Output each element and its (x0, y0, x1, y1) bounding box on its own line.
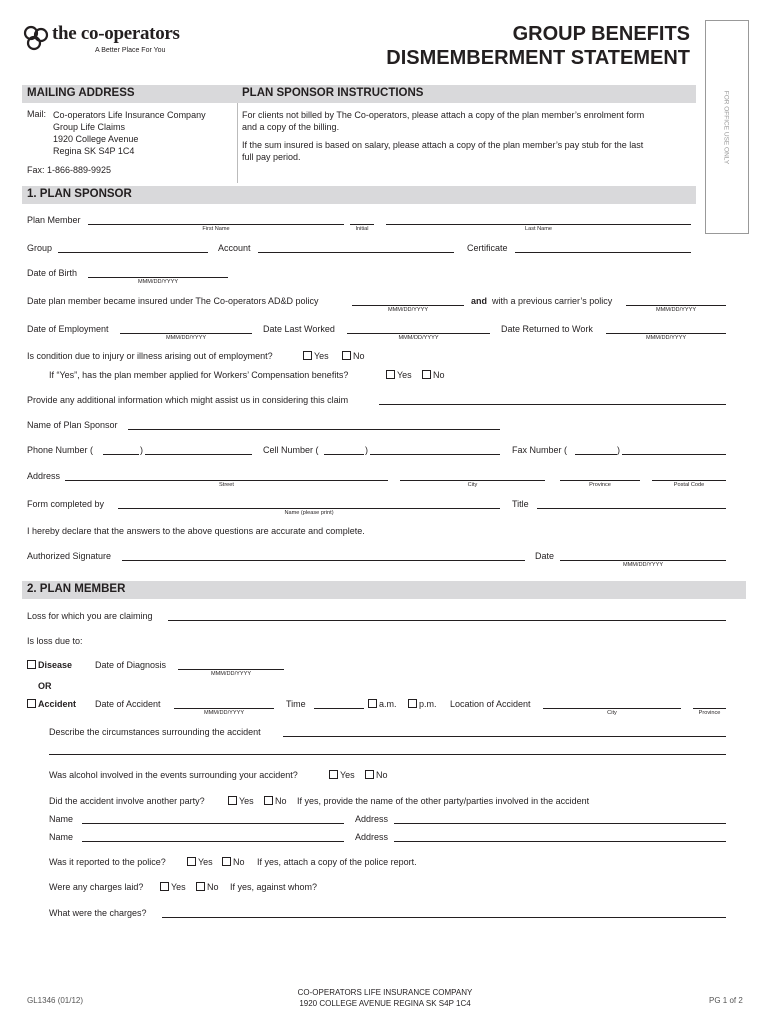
first-name-caption: First Name (202, 226, 230, 232)
footer-company (235, 987, 535, 1009)
postal-field[interactable] (652, 470, 726, 481)
police-no-option[interactable] (222, 857, 245, 867)
charges-no-option[interactable] (196, 882, 219, 892)
signature-label: Authorized Signature (27, 551, 112, 561)
party1-address-label: Address (355, 814, 389, 824)
describe-field-1[interactable] (283, 726, 726, 737)
page-number: PG 1 of 2 (709, 996, 743, 1005)
option-label: No (233, 857, 245, 867)
diagnosis-label: Date of Diagnosis (95, 660, 167, 670)
describe-field-2[interactable] (49, 744, 726, 755)
location-province-caption: Province (698, 710, 721, 716)
option-label: p.m. (419, 699, 437, 709)
time-field[interactable] (314, 698, 364, 709)
option-label: No (275, 796, 287, 806)
alcohol-yes-option[interactable] (329, 770, 355, 780)
option-label: No (353, 351, 365, 361)
location-city-field[interactable] (543, 698, 681, 709)
mailing-line: 1920 College Avenue (53, 134, 139, 144)
checkbox-icon[interactable] (187, 857, 196, 866)
disease-option[interactable] (27, 660, 72, 670)
police-question: Was it reported to the police? (49, 857, 166, 867)
certificate-field[interactable] (515, 242, 691, 253)
checkbox-icon[interactable] (408, 699, 417, 708)
mailing-divider (237, 103, 238, 183)
mailing-line: Group Life Claims (53, 122, 126, 132)
wcb-no-option[interactable] (422, 370, 445, 380)
diagnosis-caption: MMM/DD/YYYY (210, 671, 252, 677)
loss-field[interactable] (168, 610, 726, 621)
fax-number-field[interactable] (622, 444, 726, 455)
fax-close: ) (617, 445, 620, 455)
time-label: Time (286, 699, 306, 709)
phone-number-field[interactable] (145, 444, 252, 455)
checkbox-icon[interactable] (329, 770, 338, 779)
instr-p1-l2: and a copy of the billing. (242, 122, 340, 132)
form-title (386, 22, 690, 70)
alcohol-no-option[interactable] (365, 770, 388, 780)
option-label: Yes (239, 796, 254, 806)
checkbox-icon[interactable] (303, 351, 312, 360)
checkbox-icon[interactable] (196, 882, 205, 891)
option-label: Yes (171, 882, 186, 892)
wcb-question: If “Yes”, has the plan member applied for Workers’ Compensation benefits? (49, 370, 349, 380)
prev-carrier-caption: MMM/DD/YYYY (655, 307, 697, 313)
party1-name-label: Name (49, 814, 74, 824)
title-label: Title (512, 499, 529, 509)
section-2-heading: 2. PLAN MEMBER (27, 583, 126, 595)
fax-area-field[interactable] (575, 444, 617, 455)
party2-address-field[interactable] (394, 831, 726, 842)
option-label: No (433, 370, 445, 380)
checkbox-icon[interactable] (342, 351, 351, 360)
fax-label: Fax Number ( (512, 445, 568, 455)
mail-label: Mail: (27, 109, 47, 119)
initial-caption: Initial (355, 226, 369, 232)
party1-name-field[interactable] (82, 813, 344, 824)
street-caption: Street (219, 482, 234, 488)
and-label: and (471, 296, 488, 306)
checkbox-icon[interactable] (264, 796, 273, 805)
loss-label: Loss for which you are claiming (27, 611, 153, 621)
certificate-label: Certificate (467, 243, 508, 253)
date-accident-field[interactable] (174, 698, 274, 709)
province-field[interactable] (560, 470, 640, 481)
option-label: Yes (397, 370, 412, 380)
mailing-line: Regina SK S4P 1C4 (53, 146, 135, 156)
dob-label: Date of Birth (27, 268, 78, 278)
phone-label: Phone Number ( (27, 445, 94, 455)
option-label: No (376, 770, 388, 780)
plan-member-label: Plan Member (27, 215, 81, 225)
address-label: Address (27, 471, 61, 481)
pm-option[interactable] (408, 699, 437, 709)
signature-field[interactable] (122, 550, 525, 561)
initial-field[interactable] (350, 214, 374, 225)
section-2-bar (22, 581, 746, 599)
returned-label: Date Returned to Work (501, 324, 593, 334)
dob-field[interactable] (88, 267, 228, 278)
insured-date-field[interactable] (352, 295, 464, 306)
title-field[interactable] (537, 498, 726, 509)
cell-area-field[interactable] (324, 444, 364, 455)
option-label: No (207, 882, 219, 892)
instructions-text (242, 109, 644, 163)
checkbox-icon[interactable] (27, 699, 36, 708)
injury-question: Is condition due to injury or illness arising out of employment? (27, 351, 273, 361)
checkbox-icon[interactable] (422, 370, 431, 379)
party1-address-field[interactable] (394, 813, 726, 824)
another-yes-option[interactable] (228, 796, 254, 806)
first-name-field[interactable] (88, 214, 344, 225)
option-label: Yes (198, 857, 213, 867)
last-worked-field[interactable] (347, 323, 490, 334)
mailing-line: Co-operators Life Insurance Company (53, 110, 206, 120)
street-field[interactable] (65, 470, 388, 481)
party2-name-field[interactable] (82, 831, 344, 842)
what-charges-field[interactable] (162, 907, 726, 918)
checkbox-icon[interactable] (368, 699, 377, 708)
checkbox-icon[interactable] (27, 660, 36, 669)
completed-by-field[interactable] (118, 498, 500, 509)
last-worked-label: Date Last Worked (263, 324, 335, 334)
office-use-label: FOR OFFICE USE ONLY (722, 90, 730, 165)
footer-address: 1920 COLLEGE AVENUE REGINA SK S4P 1C4 (299, 999, 471, 1008)
returned-caption: MMM/DD/YYYY (645, 335, 687, 341)
brand-name: the co-operators (52, 23, 180, 44)
location-province-field[interactable] (693, 698, 726, 709)
wcb-yes-option[interactable] (386, 370, 412, 380)
logo-mark-icon (22, 24, 50, 52)
or-label: OR (38, 681, 52, 691)
fax-line: Fax: 1-866-889-9925 (27, 165, 112, 175)
date-label: Date (535, 551, 555, 561)
sponsor-name-field[interactable] (128, 419, 500, 430)
cell-number-field[interactable] (370, 444, 500, 455)
injury-no-option[interactable] (342, 351, 365, 361)
footer-company-name: CO-OPERATORS LIFE INSURANCE COMPANY (297, 988, 473, 997)
option-label: Accident (38, 699, 77, 709)
employment-caption: MMM/DD/YYYY (165, 335, 207, 341)
mailing-address (53, 109, 206, 157)
charges-yes-option[interactable] (160, 882, 186, 892)
sign-date-caption: MMM/DD/YYYY (622, 562, 664, 568)
checkbox-icon[interactable] (228, 796, 237, 805)
option-label: Disease (38, 660, 73, 670)
dob-caption: MMM/DD/YYYY (137, 279, 179, 285)
accident-option[interactable] (27, 699, 76, 709)
title-line-1: GROUP BENEFITS (512, 23, 690, 45)
instr-p1-l1: For clients not billed by The Co-operators, please attach a copy of the plan member’s enrolment form (242, 110, 645, 120)
option-label: a.m. (379, 699, 397, 709)
last-name-field[interactable] (386, 214, 691, 225)
mailing-heading: MAILING ADDRESS (27, 87, 135, 99)
employment-label: Date of Employment (27, 324, 109, 334)
instr-p2-l1: If the sum insured is based on salary, please attach a copy of the plan member’s pay stub for the last (242, 140, 644, 150)
prev-carrier-field[interactable] (626, 295, 726, 306)
alcohol-question: Was alcohol involved in the events surrounding your accident? (49, 770, 298, 780)
additional-info-field[interactable] (379, 394, 726, 405)
am-option[interactable] (368, 699, 397, 709)
phone-close: ) (140, 445, 143, 455)
insured-date-caption: MMM/DD/YYYY (387, 307, 429, 313)
last-name-caption: Last Name (524, 226, 553, 232)
what-charges-label: What were the charges? (49, 908, 147, 918)
company-logo (22, 22, 222, 62)
insured-date-label: Date plan member became insured under The Co-operators AD&D policy (27, 296, 319, 306)
title-line-2: DISMEMBERMENT STATEMENT (386, 47, 690, 69)
another-party-question: Did the accident involve another party? (49, 796, 205, 806)
completed-by-label: Form completed by (27, 499, 105, 509)
province-caption: Province (589, 482, 611, 488)
last-worked-caption: MMM/DD/YYYY (398, 335, 439, 341)
checkbox-icon[interactable] (365, 770, 374, 779)
another-party-tail: If yes, provide the name of the other party/parties involved in the accident (297, 796, 590, 806)
location-city-caption: City (607, 710, 617, 716)
option-label: Yes (314, 351, 329, 361)
option-label: Yes (340, 770, 355, 780)
account-field[interactable] (258, 242, 454, 253)
completed-by-caption: Name (please print) (284, 510, 334, 516)
city-field[interactable] (400, 470, 545, 481)
additional-info-label: Provide any additional information which might assist us in considering this claim (27, 395, 349, 405)
phone-area-field[interactable] (103, 444, 139, 455)
injury-yes-option[interactable] (303, 351, 329, 361)
cell-label: Cell Number ( (263, 445, 319, 455)
section-1-heading: 1. PLAN SPONSOR (27, 188, 132, 200)
prev-carrier-label: with a previous carrier’s policy (492, 296, 613, 306)
charges-question: Were any charges laid? (49, 882, 144, 892)
another-no-option[interactable] (264, 796, 287, 806)
checkbox-icon[interactable] (222, 857, 231, 866)
brand-tagline: A Better Place For You (95, 47, 166, 54)
form-code: GL1346 (01/12) (27, 996, 84, 1005)
loss-due-label: Is loss due to: (27, 636, 83, 646)
diagnosis-field[interactable] (178, 659, 284, 670)
party2-address-label: Address (355, 832, 389, 842)
employment-field[interactable] (120, 323, 252, 334)
charges-tail: If yes, against whom? (230, 882, 318, 892)
location-label: Location of Accident (450, 699, 531, 709)
checkbox-icon[interactable] (160, 882, 169, 891)
postal-caption: Postal Code (673, 482, 705, 488)
sign-date-field[interactable] (560, 550, 726, 561)
sponsor-name-label: Name of Plan Sponsor (27, 420, 118, 430)
group-label: Group (27, 243, 53, 253)
date-accident-caption: MMM/DD/YYYY (203, 710, 245, 716)
date-accident-label: Date of Accident (95, 699, 161, 709)
account-label: Account (218, 243, 251, 253)
cell-close: ) (365, 445, 368, 455)
police-yes-option[interactable] (187, 857, 213, 867)
returned-field[interactable] (606, 323, 726, 334)
police-tail: If yes, attach a copy of the police report. (257, 857, 417, 867)
checkbox-icon[interactable] (386, 370, 395, 379)
instr-p2-l2: full pay period. (242, 152, 301, 162)
party2-name-label: Name (49, 832, 74, 842)
instructions-heading: PLAN SPONSOR INSTRUCTIONS (242, 87, 424, 99)
declaration-text: I hereby declare that the answers to the above questions are accurate and complete. (27, 526, 365, 536)
city-caption: City (467, 482, 478, 488)
describe-label: Describe the circumstances surrounding the accident (49, 727, 261, 737)
group-field[interactable] (58, 242, 208, 253)
